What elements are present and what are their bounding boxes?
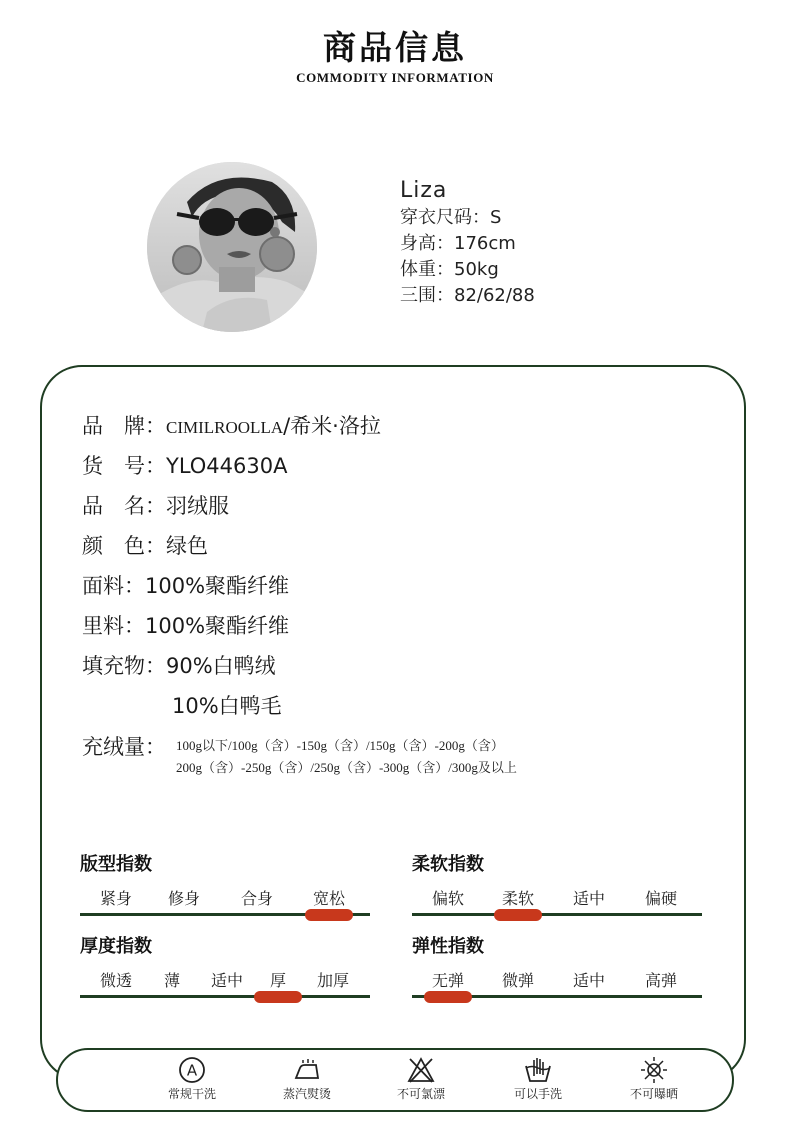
- thickness-index-option: 加厚: [316, 971, 349, 990]
- care-label: 常规干洗: [167, 1087, 216, 1101]
- softness-index-title: 柔软指数: [412, 854, 484, 875]
- thickness-index-option: 薄: [163, 971, 180, 990]
- spec-brand-en: CIMILROOLLA: [166, 418, 284, 437]
- fit-index-selected-marker: [305, 909, 353, 921]
- fit-index-title: 版型指数: [80, 854, 152, 875]
- fit-index-option: 修身: [167, 889, 200, 908]
- care-label: 不可氯漂: [396, 1087, 445, 1101]
- elasticity-index-option: 高弹: [644, 971, 677, 990]
- care-no-sun-dry: [604, 1056, 704, 1102]
- spec-filling-label: 填充物：: [82, 654, 166, 678]
- model-size: 穿衣尺码：S: [400, 207, 502, 228]
- spec-sku-value: YLO44630A: [166, 454, 288, 478]
- elasticity-index-option: 无弹: [431, 971, 464, 990]
- thickness-index-option: 适中: [210, 971, 243, 990]
- spec-fabric-value: 100%聚酯纤维: [145, 574, 290, 598]
- spec-lining-value: 100%聚酯纤维: [145, 614, 290, 638]
- steam-iron-icon: [292, 1056, 322, 1084]
- thickness-index-option: 微透: [99, 971, 132, 990]
- softness-index-option: 偏软: [431, 889, 464, 908]
- spec-down-line-1: 100g以下/100g（含）-150g（含）/150g（含）-200g（含）: [176, 738, 504, 753]
- thickness-index-track: [80, 995, 370, 998]
- care-dry-clean: [142, 1056, 242, 1102]
- spec-filling-value-1: 90%白鸭绒: [166, 654, 276, 678]
- spec-name-value: 羽绒服: [166, 494, 229, 518]
- no-sun-dry-icon: [639, 1056, 669, 1084]
- spec-filling: [82, 650, 276, 680]
- dry-clean-a-icon: [178, 1056, 206, 1084]
- care-label: 可以手洗: [513, 1087, 562, 1101]
- spec-sku-label: 货 号：: [82, 454, 166, 478]
- hand-wash-icon: [523, 1056, 553, 1084]
- spec-down-label: 充绒量：: [82, 735, 166, 759]
- no-bleach-icon: [406, 1056, 436, 1084]
- elasticity-index-selected-marker: [424, 991, 472, 1003]
- care-steam-iron: [257, 1056, 357, 1102]
- elasticity-index-title: 弹性指数: [412, 936, 484, 957]
- softness-index-option: 适中: [572, 889, 605, 908]
- spec-name: [82, 490, 229, 520]
- model-name: Liza: [400, 178, 448, 203]
- spec-filling-value-2: 10%白鸭毛: [172, 694, 282, 718]
- softness-index-track: [412, 913, 702, 916]
- spec-down-line-2: 200g（含）-250g（含）/250g（含）-300g（含）/300g及以上: [176, 760, 517, 775]
- fit-index-option: 紧身: [99, 889, 132, 908]
- page-subtitle: COMMODITY INFORMATION: [296, 70, 494, 85]
- spec-lining: [82, 610, 289, 640]
- care-label: 不可曝晒: [629, 1087, 678, 1101]
- fit-index-option: 合身: [240, 889, 273, 908]
- elasticity-index-option: 适中: [572, 971, 605, 990]
- spec-brand: [82, 410, 381, 440]
- spec-color: [82, 530, 208, 560]
- model-avatar: [147, 162, 317, 332]
- fit-index-option: 宽松: [312, 889, 345, 908]
- model-weight: 体重：50kg: [400, 259, 499, 280]
- softness-index-option: 偏硬: [644, 889, 677, 908]
- page-title: 商品信息: [323, 28, 467, 67]
- elasticity-index-option: 微弹: [501, 971, 534, 990]
- spec-brand-label: 品 牌：: [82, 414, 166, 438]
- spec-color-value: 绿色: [166, 534, 208, 558]
- care-hand-wash: [488, 1056, 588, 1102]
- softness-index-selected-marker: [494, 909, 542, 921]
- thickness-index-title: 厚度指数: [80, 936, 152, 957]
- softness-index-option: 柔软: [501, 889, 534, 908]
- thickness-index-selected-marker: [254, 991, 302, 1003]
- spec-fabric-label: 面料：: [82, 574, 145, 598]
- care-no-bleach: [371, 1056, 471, 1102]
- spec-color-label: 颜 色：: [82, 534, 166, 558]
- model-measurements: 三围：82/62/88: [400, 285, 535, 306]
- care-label: 蒸汽熨烫: [282, 1087, 331, 1101]
- spec-lining-label: 里料：: [82, 614, 145, 638]
- spec-name-label: 品 名：: [82, 494, 166, 518]
- spec-sku: [82, 450, 287, 480]
- thickness-index-option: 厚: [269, 971, 286, 990]
- model-info: [400, 178, 535, 309]
- spec-fabric: [82, 570, 289, 600]
- spec-brand-zh: /希米·洛拉: [283, 414, 381, 438]
- svg-text:A: A: [186, 1061, 198, 1080]
- model-height: 身高：176cm: [400, 233, 516, 254]
